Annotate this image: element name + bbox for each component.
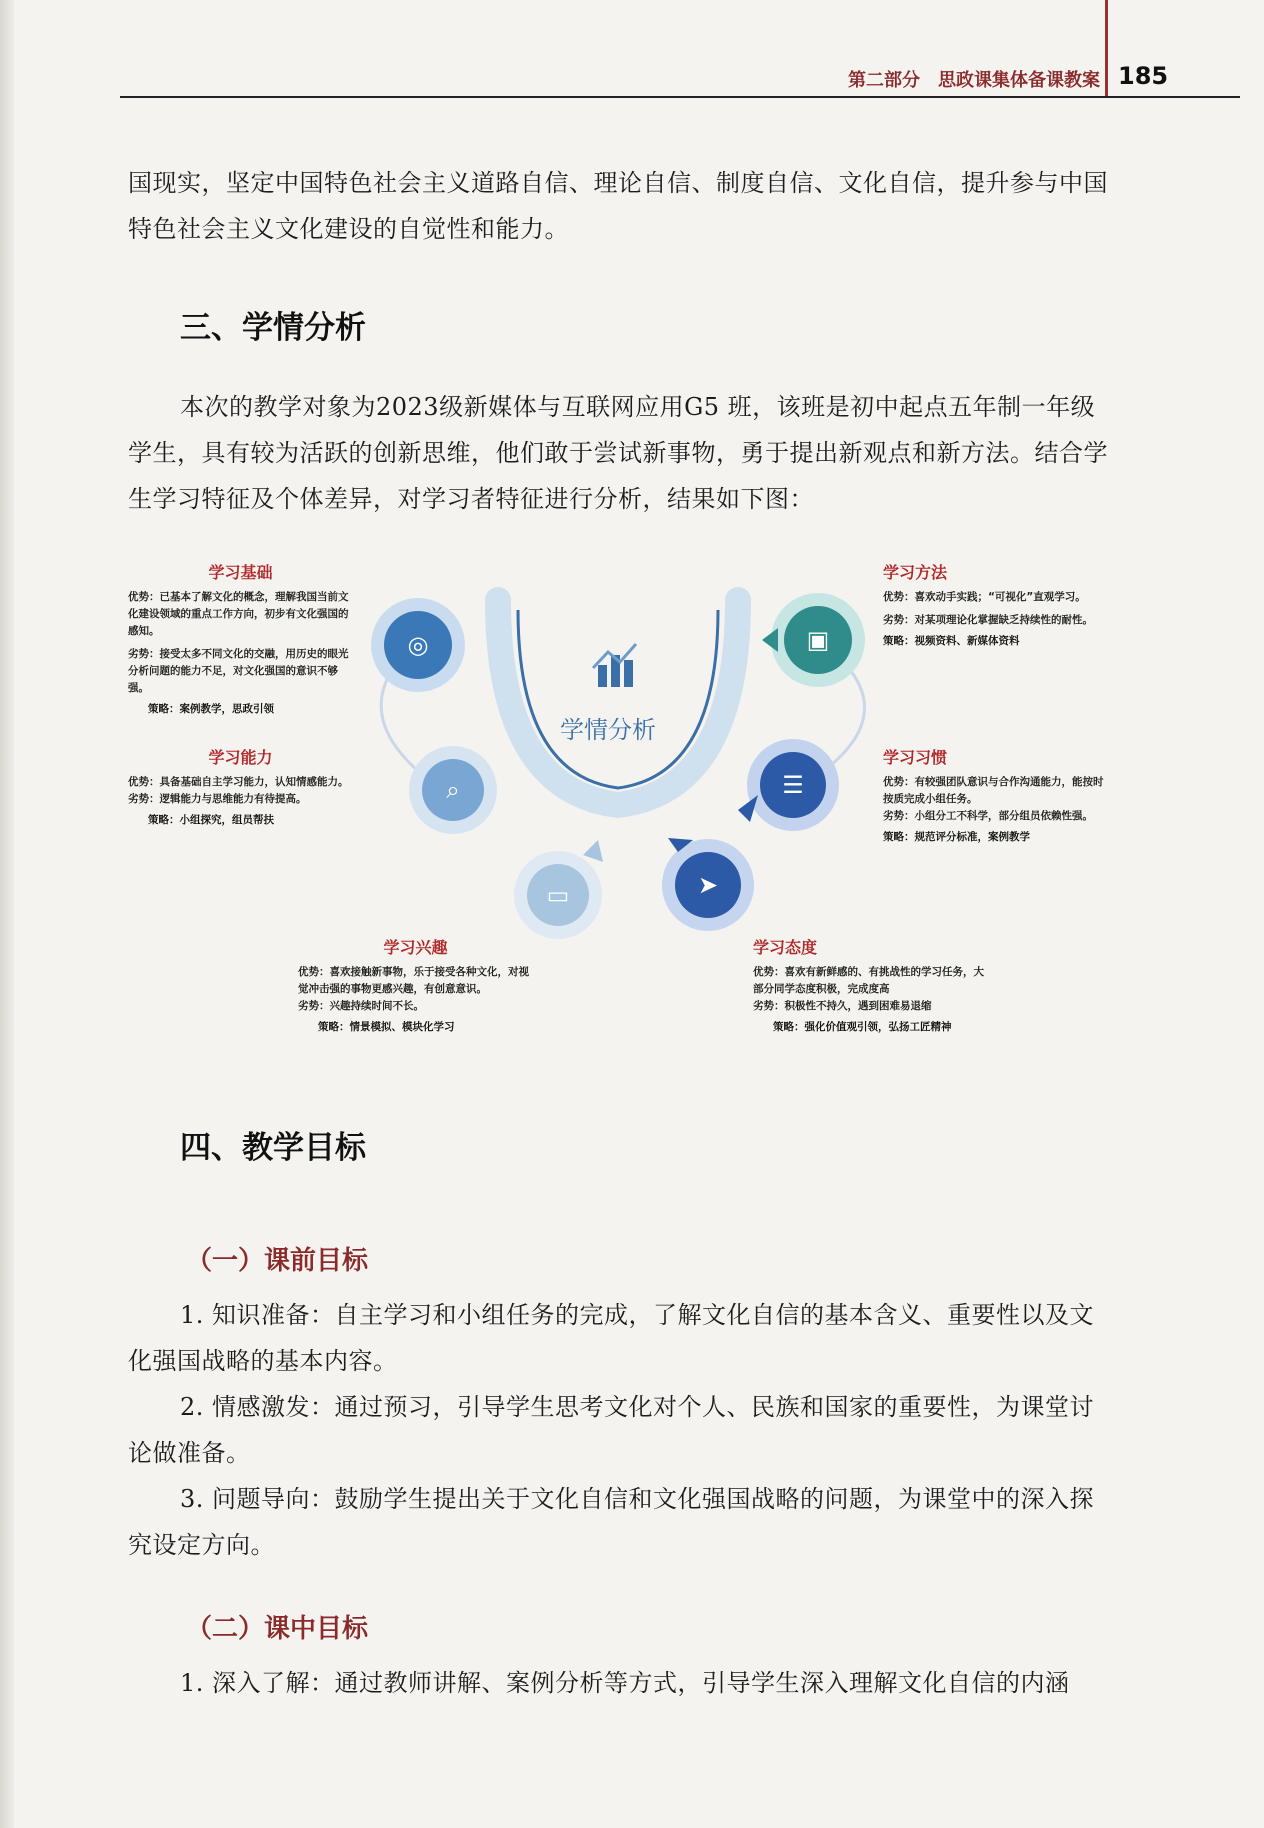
card-ability [128, 745, 353, 829]
pointer-interest [583, 840, 603, 862]
target-icon: ◎ [407, 631, 429, 659]
card-habit [883, 745, 1113, 846]
card-attitude [753, 935, 988, 1036]
card-interest-strength: 优势：喜欢接触新事物，乐于接受各种文化，对视觉冲击强的事物更感兴趣，有创意意识。 [298, 966, 529, 995]
section3-paragraph: 本次的教学对象为2023级新媒体与互联网应用G5 班，该班是初中起点五年制一年级学生，具有较为活跃的创新思维，他们敢于尝试新事物，勇于提出新观点和新方法。结合学生学习特征及个体差异，对学习者特征进行分析，结果如下图： [128, 393, 1108, 513]
page-number: 185 [1118, 62, 1169, 90]
card-method-title: 学习方法 [883, 563, 948, 582]
running-header-section: 第二部分 思政课集体备课教案 [848, 70, 1100, 91]
card-foundation-weakness: 劣势：接受太多不同文化的交融，用历史的眼光分析问题的能力不足，对文化强国的意识不够强。 [128, 648, 349, 694]
pre-class-goal-1: 1. 知识准备：自主学习和小组任务的完成，了解文化自信的基本含义、重要性以及文化强国战略的基本内容。 [128, 1301, 1095, 1375]
bar-chart-icon [593, 644, 636, 687]
paper-plane-icon: ➤ [697, 871, 719, 899]
card-attitude-strategy: 策略：强化价值观引领，弘扬工匠精神 [773, 1021, 952, 1033]
pointer-method [762, 628, 778, 652]
card-habit-title: 学习习惯 [883, 748, 948, 767]
header-rule [120, 96, 1240, 98]
card-habit-strength: 优势：有较强团队意识与合作沟通能力，能按时按质完成小组任务。 [883, 776, 1104, 805]
pre-class-goal-3: 3. 问题导向：鼓励学生提出关于文化自信和文化强国战略的问题，为课堂中的深入探究设定方向。 [128, 1485, 1095, 1559]
card-ability-strategy: 策略：小组探究，组员帮扶 [148, 814, 274, 826]
card-foundation-strategy: 策略：案例教学，思政引领 [148, 703, 274, 715]
section3-heading: 三、学情分析 [180, 310, 366, 346]
card-attitude-weakness: 劣势：积极性不持久，遇到困难易退缩 [753, 1000, 932, 1012]
card-interest-strategy: 策略：情景模拟、模块化学习 [318, 1021, 455, 1033]
card-foundation [128, 560, 353, 718]
card-ability-weakness: 劣势：逻辑能力与思维能力有待提高。 [128, 793, 307, 805]
monitor-icon: ▭ [546, 881, 570, 909]
card-method [883, 560, 1113, 650]
pre-class-goal-2: 2. 情感激发：通过预习，引导学生思考文化对个人、民族和国家的重要性，为课堂讨论做准备。 [128, 1393, 1095, 1467]
card-interest-title: 学习兴趣 [383, 938, 448, 957]
learner-analysis-figure [128, 540, 1118, 1070]
card-ability-title: 学习能力 [208, 748, 273, 767]
card-interest [298, 935, 533, 1036]
card-method-weakness: 劣势：对某项理论化掌握缺乏持续性的耐性。 [883, 614, 1093, 626]
card-habit-strategy: 策略：规范评分标准，案例教学 [883, 831, 1030, 843]
card-interest-weakness: 劣势：兴趣持续时间不长。 [298, 1000, 424, 1012]
card-attitude-strength: 优势：喜欢有新鲜感的、有挑战性的学习任务，大部分同学态度积极，完成度高 [753, 966, 984, 995]
card-ability-strength: 优势：具备基础自主学习能力，认知情感能力。 [128, 776, 349, 788]
section4-heading: 四、教学目标 [180, 1130, 366, 1166]
in-class-goal-1: 1. 深入了解：通过教师讲解、案例分析等方式，引导学生深入理解文化自信的内涵 [180, 1669, 1070, 1697]
section4-sub2-heading: （二）课中目标 [186, 1614, 369, 1644]
search-icon: ⌕ [446, 776, 460, 804]
card-method-strategy: 策略：视频资料、新媒体资料 [883, 635, 1020, 647]
briefcase-icon: ▣ [806, 626, 830, 654]
section4-sub1-heading: （一）课前目标 [186, 1246, 369, 1276]
checklist-icon: ☰ [782, 771, 804, 799]
card-habit-weakness: 劣势：小组分工不科学，部分组员依赖性强。 [883, 810, 1093, 822]
card-method-strength: 优势：喜欢动手实践；“可视化”直观学习。 [883, 591, 1086, 603]
card-foundation-strength: 优势：已基本了解文化的概念，理解我国当前文化建设领域的重点工作方向，初步有文化强国的感知。 [128, 591, 349, 637]
center-arc [498, 600, 738, 805]
page-edge [0, 0, 14, 1828]
intro-paragraph: 国现实，坚定中国特色社会主义道路自信、理论自信、制度自信、文化自信，提升参与中国特色社会主义文化建设的自觉性和能力。 [128, 169, 1108, 243]
header-divider [1105, 0, 1108, 98]
card-attitude-title: 学习态度 [753, 938, 818, 957]
diagram-center-title: 学情分析 [560, 716, 656, 744]
card-foundation-title: 学习基础 [208, 563, 273, 582]
